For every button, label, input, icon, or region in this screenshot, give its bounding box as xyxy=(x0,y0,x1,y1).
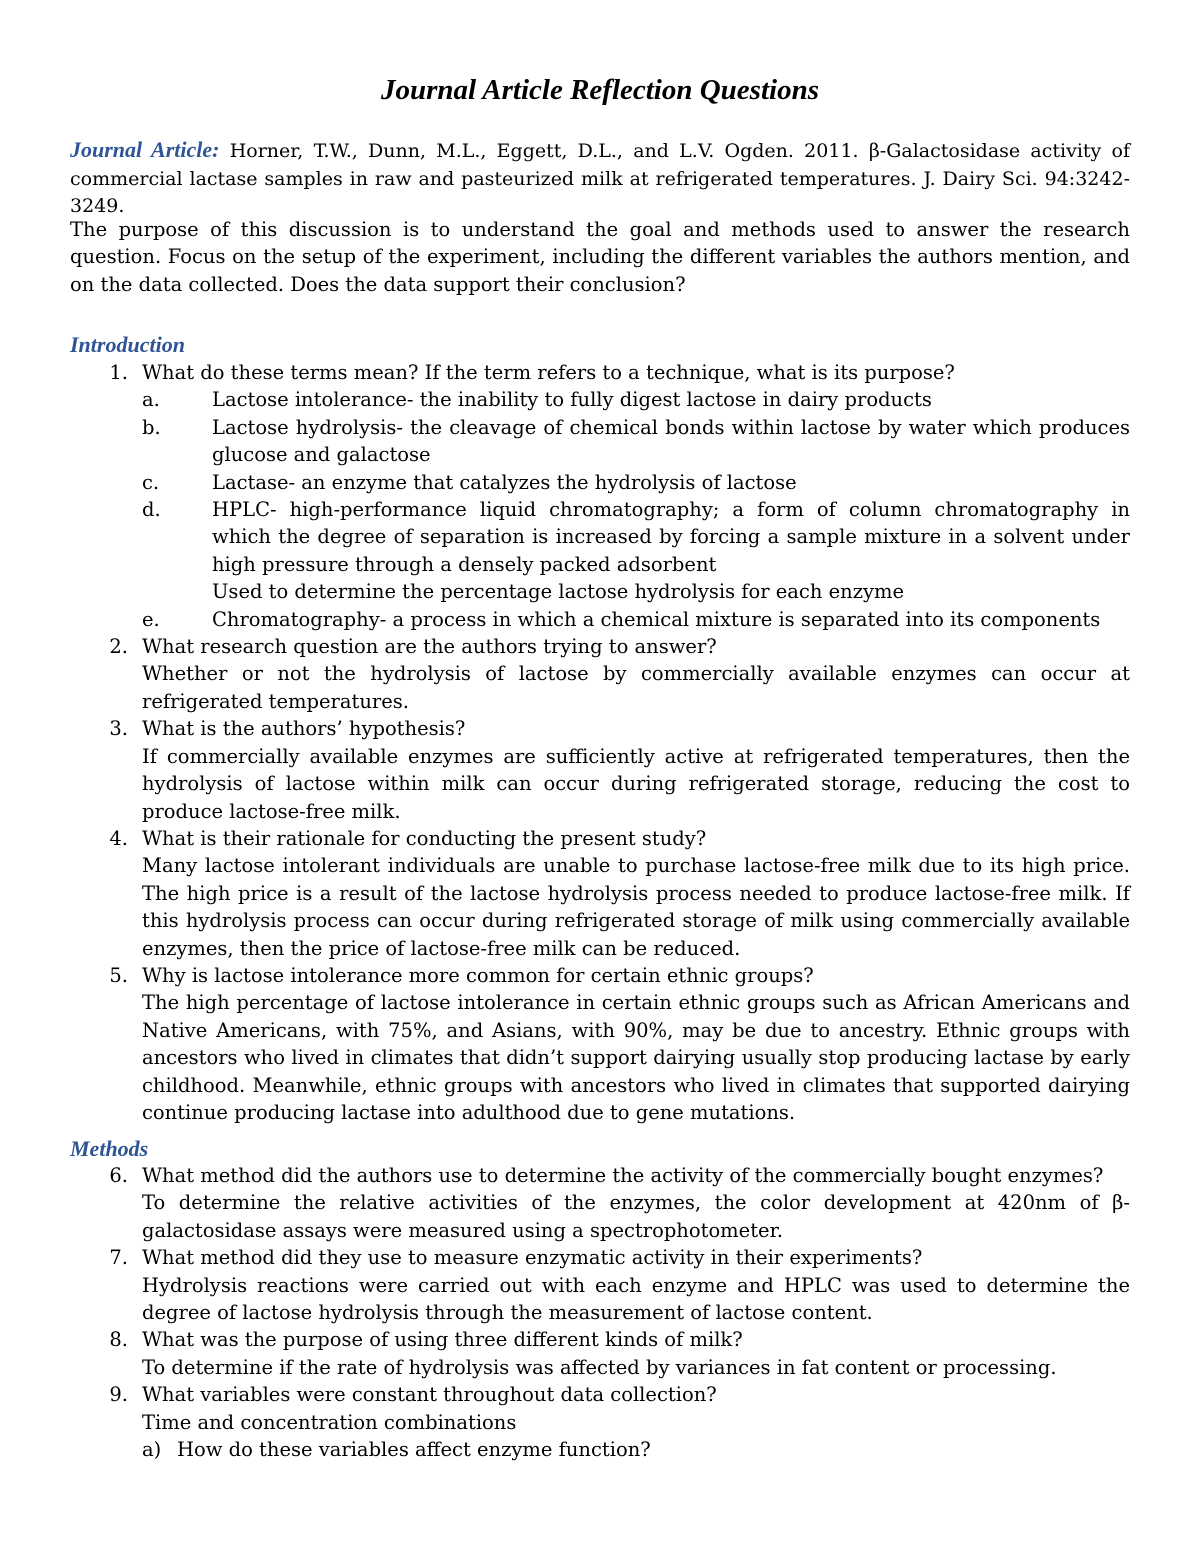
question-number: 2. xyxy=(109,635,128,659)
term-letter: d. xyxy=(142,498,161,522)
question-item xyxy=(70,715,1130,825)
answer-text: Whether or not the hydrolysis of lactose by commercially available enzymes can occur at refrigerated temperatures. xyxy=(142,662,1130,713)
term-item xyxy=(142,606,1130,633)
term-text: Lactose intolerance- the inability to fully digest lactose in dairy products xyxy=(212,388,932,412)
question-number: 5. xyxy=(109,963,128,987)
question-text: What method did the authors use to determine the activity of the commercially bought enzymes? xyxy=(142,1164,1104,1187)
citation-text: Horner, T.W., Dunn, M.L., Eggett, D.L., and L.V. Ogden. 2011. β-Galactosidase activity of commercial lactase samples in raw and pasteurized milk at refrigerated temperatures. J. Dairy Sci. 94:3242-3249. xyxy=(70,140,1130,217)
citation-label: Journal Article: xyxy=(70,137,220,162)
answer-text: To determine the relative activities of the enzymes, the color development at 420nm of β-galactosidase assays were measured using a spectrophotometer. xyxy=(142,1191,1130,1242)
sub-question-item xyxy=(142,1436,1130,1463)
answer-text: The high percentage of lactose intolerance in certain ethnic groups such as African Americans and Native Americans, with 75%, and Asians, with 90%, may be due to ancestry. Ethnic groups with ancestors who lived in climates that didn’t support dairying usually stop producing lactase by early childhood. Meanwhile, ethnic groups with ancestors who lived in climates that supported dairying continue producing lactase into adulthood due to gene mutations. xyxy=(142,991,1130,1124)
page-title: Journal Article Reflection Questions xyxy=(381,74,819,106)
answer-text: If commercially available enzymes are sufficiently active at refrigerated temperatures, then the hydrolysis of lactose within milk can occur during refrigerated storage, reducing the cost to produce lactose-free milk. xyxy=(142,744,1130,823)
question-item xyxy=(70,633,1130,715)
terms-list xyxy=(142,386,1130,633)
question-item xyxy=(70,1244,1130,1326)
question-text: What method did they use to measure enzymatic activity in their experiments? xyxy=(142,1246,923,1270)
term-letter: e. xyxy=(142,607,160,631)
question-number: 7. xyxy=(109,1246,128,1270)
term-item xyxy=(142,414,1130,469)
question-number: 9. xyxy=(109,1383,128,1407)
question-text: What do these terms mean? If the term refers to a technique, what is its purpose? xyxy=(142,361,955,384)
section-heading-introduction: Introduction xyxy=(70,332,185,357)
question-text: What research question are the authors trying to answer? xyxy=(142,635,717,659)
term-item xyxy=(142,496,1130,606)
purpose-paragraph: The purpose of this discussion is to understand the goal and methods used to answer the research question. Focus on the setup of the experiment, including the different variables the authors mention, and on the data collected. Does the data support their conclusion? xyxy=(70,218,1130,296)
term-letter: a. xyxy=(142,388,160,412)
question-text: What variables were constant throughout data collection? xyxy=(142,1383,717,1407)
question-item xyxy=(70,962,1130,1126)
sub-question-letter: a) xyxy=(142,1438,162,1462)
sub-question-list xyxy=(142,1436,1130,1463)
term-text: Chromatography- a process in which a chemical mixture is separated into its components xyxy=(212,607,1101,631)
term-letter: c. xyxy=(142,470,160,494)
introduction-question-list xyxy=(70,359,1130,1126)
methods-question-list xyxy=(70,1162,1130,1463)
question-number: 1. xyxy=(109,361,128,384)
question-text: What was the purpose of using three different kinds of milk? xyxy=(142,1328,743,1352)
term-item xyxy=(142,386,1130,413)
sub-question-text: How do these variables affect enzyme function? xyxy=(177,1438,651,1462)
citation xyxy=(70,136,1130,221)
question-item xyxy=(70,1326,1130,1381)
term-text: Lactase- an enzyme that catalyzes the hydrolysis of lactose xyxy=(212,470,797,494)
question-item xyxy=(70,825,1130,962)
section-heading-methods: Methods xyxy=(70,1136,149,1161)
term-item xyxy=(142,469,1130,496)
term-extra-note: Used to determine the percentage lactose hydrolysis for each enzyme xyxy=(212,580,905,604)
answer-text: Many lactose intolerant individuals are unable to purchase lactose-free milk due to its high price. The high price is a result of the lactose hydrolysis process needed to produce lactose-free milk. If this hydrolysis process can occur during refrigerated storage of milk using commercially available enzymes, then the price of lactose-free milk can be reduced. xyxy=(142,854,1130,960)
question-item xyxy=(70,1381,1130,1463)
question-text: What is the authors’ hypothesis? xyxy=(142,717,466,741)
question-item xyxy=(70,359,1130,633)
term-letter: b. xyxy=(142,415,161,439)
question-item xyxy=(70,1162,1130,1244)
question-text: What is their rationale for conducting the present study? xyxy=(142,826,707,850)
answer-text: Time and concentration combinations xyxy=(142,1410,517,1434)
question-text: Why is lactose intolerance more common for certain ethnic groups? xyxy=(142,963,814,987)
question-number: 3. xyxy=(109,717,128,741)
question-number: 4. xyxy=(109,826,128,850)
question-number: 8. xyxy=(109,1328,128,1352)
term-text: Lactose hydrolysis- the cleavage of chemical bonds within lactose by water which produces glucose and galactose xyxy=(212,415,1130,467)
term-text: HPLC- high-performance liquid chromatography; a form of column chromatography in which the degree of separation is increased by forcing a sample mixture in a solvent under high pressure through a densely packed adsorbent xyxy=(212,498,1130,576)
answer-text: To determine if the rate of hydrolysis was affected by variances in fat content or processing. xyxy=(142,1355,1057,1379)
question-number: 6. xyxy=(109,1164,128,1187)
answer-text: Hydrolysis reactions were carried out with each enzyme and HPLC was used to determine the degree of lactose hydrolysis through the measurement of lactose content. xyxy=(142,1273,1130,1325)
